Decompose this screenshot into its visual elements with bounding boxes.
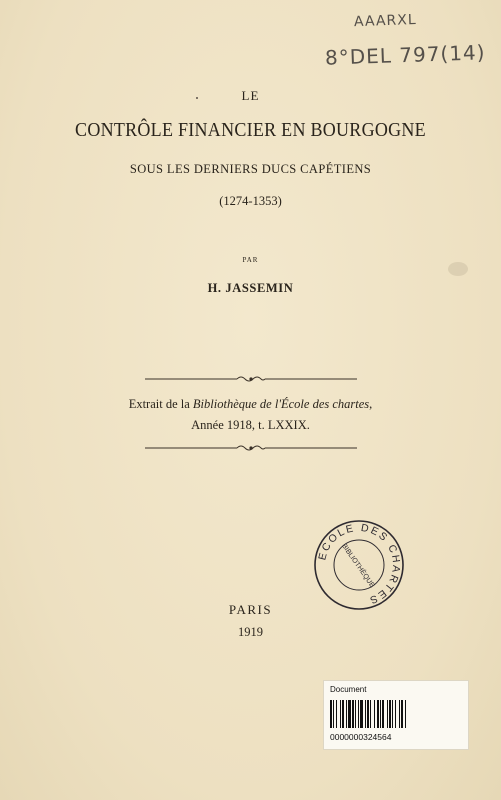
page-title: CONTRÔLE FINANCIER EN BOURGOGNE — [75, 119, 426, 141]
barcode-bar — [389, 700, 391, 728]
barcode-bar — [401, 700, 403, 728]
barcode-bar — [380, 700, 381, 728]
by-label: PAR — [242, 256, 259, 264]
stamp-inner-text: BIBLIOTHÈQUE — [340, 542, 376, 590]
page-smudge — [448, 262, 468, 276]
barcode-bar — [342, 700, 344, 728]
handwritten-shelfmark: 8°DEL 797(14) — [324, 40, 486, 70]
barcode-bar — [348, 700, 351, 728]
barcode-bar — [399, 700, 400, 728]
barcode-title: Document — [330, 685, 367, 694]
ornamental-rule-bottom — [145, 443, 357, 453]
barcode-bar — [392, 700, 393, 728]
barcode — [330, 700, 442, 728]
barcode-number: 0000000324564 — [330, 732, 392, 742]
extract-suffix: , — [369, 397, 373, 411]
barcode-bar — [365, 700, 366, 728]
ornamental-rule-top — [145, 374, 357, 384]
barcode-bar — [374, 700, 375, 728]
barcode-bar — [330, 700, 332, 728]
barcode-label — [323, 680, 469, 750]
barcode-bar — [367, 700, 369, 728]
barcode-bar — [355, 700, 356, 728]
stamp-outer-text: ECOLE DES CHARTES — [316, 521, 403, 607]
extract-prefix: Extrait de la — [128, 397, 193, 411]
barcode-bar — [358, 700, 359, 728]
handwritten-code: AAARXL — [353, 11, 417, 31]
subtitle: SOUS LES DERNIERS DUCS CAPÉTIENS — [129, 162, 372, 176]
barcode-bar — [395, 700, 396, 728]
barcode-bar — [346, 700, 347, 728]
barcode-bar — [336, 700, 337, 728]
barcode-bar — [360, 700, 363, 728]
barcode-bar — [405, 700, 406, 728]
barcode-bar — [340, 700, 341, 728]
extract-line-2: Année 1918, t. LXXIX. — [191, 418, 310, 432]
barcode-bar — [377, 700, 379, 728]
date-range: (1274-1353) — [219, 194, 282, 208]
publication-year: 1919 — [238, 625, 263, 639]
barcode-bar — [387, 700, 388, 728]
barcode-bar — [333, 700, 334, 728]
publication-place: PARIS — [228, 602, 273, 617]
library-stamp — [313, 519, 405, 611]
extract-line-1 — [0, 397, 501, 412]
barcode-bar — [382, 700, 384, 728]
barcode-bar — [352, 700, 354, 728]
barcode-bar — [370, 700, 371, 728]
title-article: LE — [241, 88, 260, 103]
journal-title: Bibliothèque de l'École des chartes — [192, 397, 370, 411]
author-name: H. JASSEMIN — [207, 281, 294, 295]
